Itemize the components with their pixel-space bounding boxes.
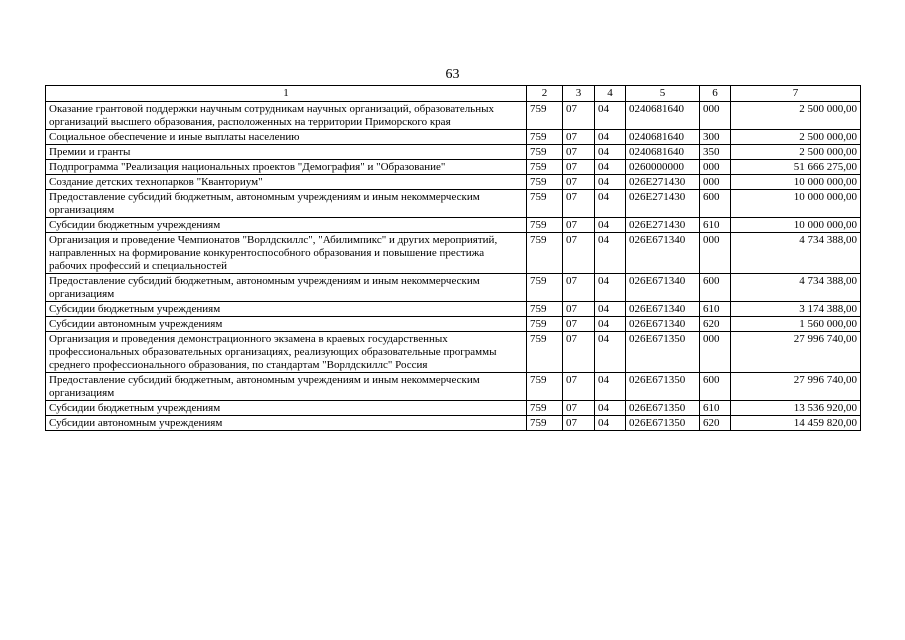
header-subsection-code: 4: [595, 86, 626, 102]
table-row: [46, 160, 861, 175]
cell-dept-code: 759: [527, 302, 563, 317]
cell-name: Организация и проведение Чемпионатов "Ворлдскиллс", "Абилимпикс" и других мероприятий, направленных на формирование конкурентоспособного образования и повышение престижа рабочих профессий и специальностей: [46, 233, 527, 274]
cell-subsection-code: 04: [595, 416, 626, 431]
cell-name: Создание детских технопарков "Кванториум": [46, 175, 527, 190]
cell-expense-type-code: 620: [700, 317, 731, 332]
cell-amount: 2 500 000,00: [731, 130, 861, 145]
cell-target-code: 026E671340: [626, 274, 700, 302]
cell-target-code: 026E671350: [626, 373, 700, 401]
cell-dept-code: 759: [527, 160, 563, 175]
table-row: [46, 175, 861, 190]
cell-subsection-code: 04: [595, 190, 626, 218]
cell-target-code: 026E671350: [626, 416, 700, 431]
cell-section-code: 07: [563, 175, 595, 190]
cell-expense-type-code: 350: [700, 145, 731, 160]
page-number: 63: [445, 67, 460, 82]
cell-target-code: 0260000000: [626, 160, 700, 175]
cell-name: Субсидии бюджетным учреждениям: [46, 302, 527, 317]
cell-name: Предоставление субсидий бюджетным, автономным учреждениям и иным некоммерческим организациям: [46, 274, 527, 302]
cell-name: Субсидии автономным учреждениям: [46, 416, 527, 431]
cell-section-code: 07: [563, 274, 595, 302]
cell-target-code: 026E671350: [626, 401, 700, 416]
cell-target-code: 026E671340: [626, 233, 700, 274]
cell-subsection-code: 04: [595, 160, 626, 175]
cell-section-code: 07: [563, 332, 595, 373]
cell-expense-type-code: 000: [700, 160, 731, 175]
cell-target-code: 026E271430: [626, 175, 700, 190]
table-row: [46, 401, 861, 416]
table-row: [46, 130, 861, 145]
table-row: [46, 416, 861, 431]
cell-amount: 3 174 388,00: [731, 302, 861, 317]
cell-name: Премии и гранты: [46, 145, 527, 160]
cell-amount: 2 500 000,00: [731, 145, 861, 160]
cell-dept-code: 759: [527, 332, 563, 373]
cell-dept-code: 759: [527, 317, 563, 332]
cell-expense-type-code: 620: [700, 416, 731, 431]
cell-dept-code: 759: [527, 218, 563, 233]
cell-amount: 10 000 000,00: [731, 190, 861, 218]
cell-expense-type-code: 000: [700, 102, 731, 130]
header-dept-code: 2: [527, 86, 563, 102]
table-row: [46, 302, 861, 317]
cell-amount: 13 536 920,00: [731, 401, 861, 416]
cell-target-code: 026E271430: [626, 218, 700, 233]
cell-section-code: 07: [563, 317, 595, 332]
cell-name: Организация и проведения демонстрационного экзамена в краевых государственных профессиональных образовательных организациях, реализующих образовательные программы среднего профессионального образования, по стандартам "Ворлдскиллс" Россия: [46, 332, 527, 373]
cell-target-code: 026E671350: [626, 332, 700, 373]
cell-dept-code: 759: [527, 175, 563, 190]
cell-amount: 27 996 740,00: [731, 373, 861, 401]
cell-section-code: 07: [563, 373, 595, 401]
cell-subsection-code: 04: [595, 401, 626, 416]
header-expense-type-code: 6: [700, 86, 731, 102]
cell-section-code: 07: [563, 145, 595, 160]
cell-subsection-code: 04: [595, 218, 626, 233]
cell-target-code: 026E671340: [626, 302, 700, 317]
cell-section-code: 07: [563, 416, 595, 431]
table-row: [46, 218, 861, 233]
table-row: [46, 274, 861, 302]
cell-name: Субсидии бюджетным учреждениям: [46, 218, 527, 233]
cell-expense-type-code: 610: [700, 302, 731, 317]
cell-subsection-code: 04: [595, 373, 626, 401]
cell-name: Субсидии автономным учреждениям: [46, 317, 527, 332]
cell-expense-type-code: 600: [700, 190, 731, 218]
cell-subsection-code: 04: [595, 175, 626, 190]
cell-dept-code: 759: [527, 416, 563, 431]
cell-amount: 10 000 000,00: [731, 175, 861, 190]
table-row: [46, 317, 861, 332]
cell-section-code: 07: [563, 190, 595, 218]
table-row: [46, 233, 861, 274]
cell-section-code: 07: [563, 130, 595, 145]
cell-expense-type-code: 610: [700, 218, 731, 233]
cell-dept-code: 759: [527, 373, 563, 401]
cell-amount: 2 500 000,00: [731, 102, 861, 130]
cell-target-code: 026E271430: [626, 190, 700, 218]
cell-amount: 10 000 000,00: [731, 218, 861, 233]
header-name: 1: [46, 86, 527, 102]
cell-name: Предоставление субсидий бюджетным, автономным учреждениям и иным некоммерческим организациям: [46, 190, 527, 218]
header-amount: 7: [731, 86, 861, 102]
cell-name: Подпрограмма "Реализация национальных проектов "Демография" и "Образование": [46, 160, 527, 175]
cell-subsection-code: 04: [595, 274, 626, 302]
cell-amount: 4 734 388,00: [731, 274, 861, 302]
cell-subsection-code: 04: [595, 332, 626, 373]
cell-dept-code: 759: [527, 190, 563, 218]
cell-subsection-code: 04: [595, 102, 626, 130]
cell-target-code: 0240681640: [626, 145, 700, 160]
cell-target-code: 0240681640: [626, 102, 700, 130]
cell-expense-type-code: 300: [700, 130, 731, 145]
cell-subsection-code: 04: [595, 130, 626, 145]
table-row: [46, 145, 861, 160]
cell-amount: 27 996 740,00: [731, 332, 861, 373]
cell-name: Предоставление субсидий бюджетным, автономным учреждениям и иным некоммерческим организациям: [46, 373, 527, 401]
cell-subsection-code: 04: [595, 145, 626, 160]
header-section-code: 3: [563, 86, 595, 102]
cell-expense-type-code: 000: [700, 175, 731, 190]
table-row: [46, 102, 861, 130]
cell-subsection-code: 04: [595, 302, 626, 317]
table-header-row: [46, 86, 861, 102]
cell-dept-code: 759: [527, 145, 563, 160]
cell-section-code: 07: [563, 233, 595, 274]
table-row: [46, 190, 861, 218]
cell-name: Оказание грантовой поддержки научным сотрудникам научных организаций, образовательных организаций высшего образования, расположенных на территории Приморского края: [46, 102, 527, 130]
cell-subsection-code: 04: [595, 317, 626, 332]
cell-expense-type-code: 600: [700, 373, 731, 401]
budget-table: [45, 85, 861, 431]
cell-amount: 51 666 275,00: [731, 160, 861, 175]
cell-amount: 1 560 000,00: [731, 317, 861, 332]
cell-expense-type-code: 000: [700, 332, 731, 373]
cell-dept-code: 759: [527, 102, 563, 130]
table-row: [46, 332, 861, 373]
cell-amount: 4 734 388,00: [731, 233, 861, 274]
cell-expense-type-code: 000: [700, 233, 731, 274]
cell-section-code: 07: [563, 401, 595, 416]
table-body: [46, 102, 861, 431]
cell-name: Субсидии бюджетным учреждениям: [46, 401, 527, 416]
cell-expense-type-code: 600: [700, 274, 731, 302]
cell-section-code: 07: [563, 160, 595, 175]
table-row: [46, 373, 861, 401]
header-target-code: 5: [626, 86, 700, 102]
cell-section-code: 07: [563, 102, 595, 130]
cell-section-code: 07: [563, 302, 595, 317]
cell-dept-code: 759: [527, 233, 563, 274]
cell-target-code: 026E671340: [626, 317, 700, 332]
cell-dept-code: 759: [527, 401, 563, 416]
cell-section-code: 07: [563, 218, 595, 233]
cell-subsection-code: 04: [595, 233, 626, 274]
cell-target-code: 0240681640: [626, 130, 700, 145]
cell-name: Социальное обеспечение и иные выплаты населению: [46, 130, 527, 145]
cell-dept-code: 759: [527, 130, 563, 145]
cell-expense-type-code: 610: [700, 401, 731, 416]
cell-amount: 14 459 820,00: [731, 416, 861, 431]
cell-dept-code: 759: [527, 274, 563, 302]
